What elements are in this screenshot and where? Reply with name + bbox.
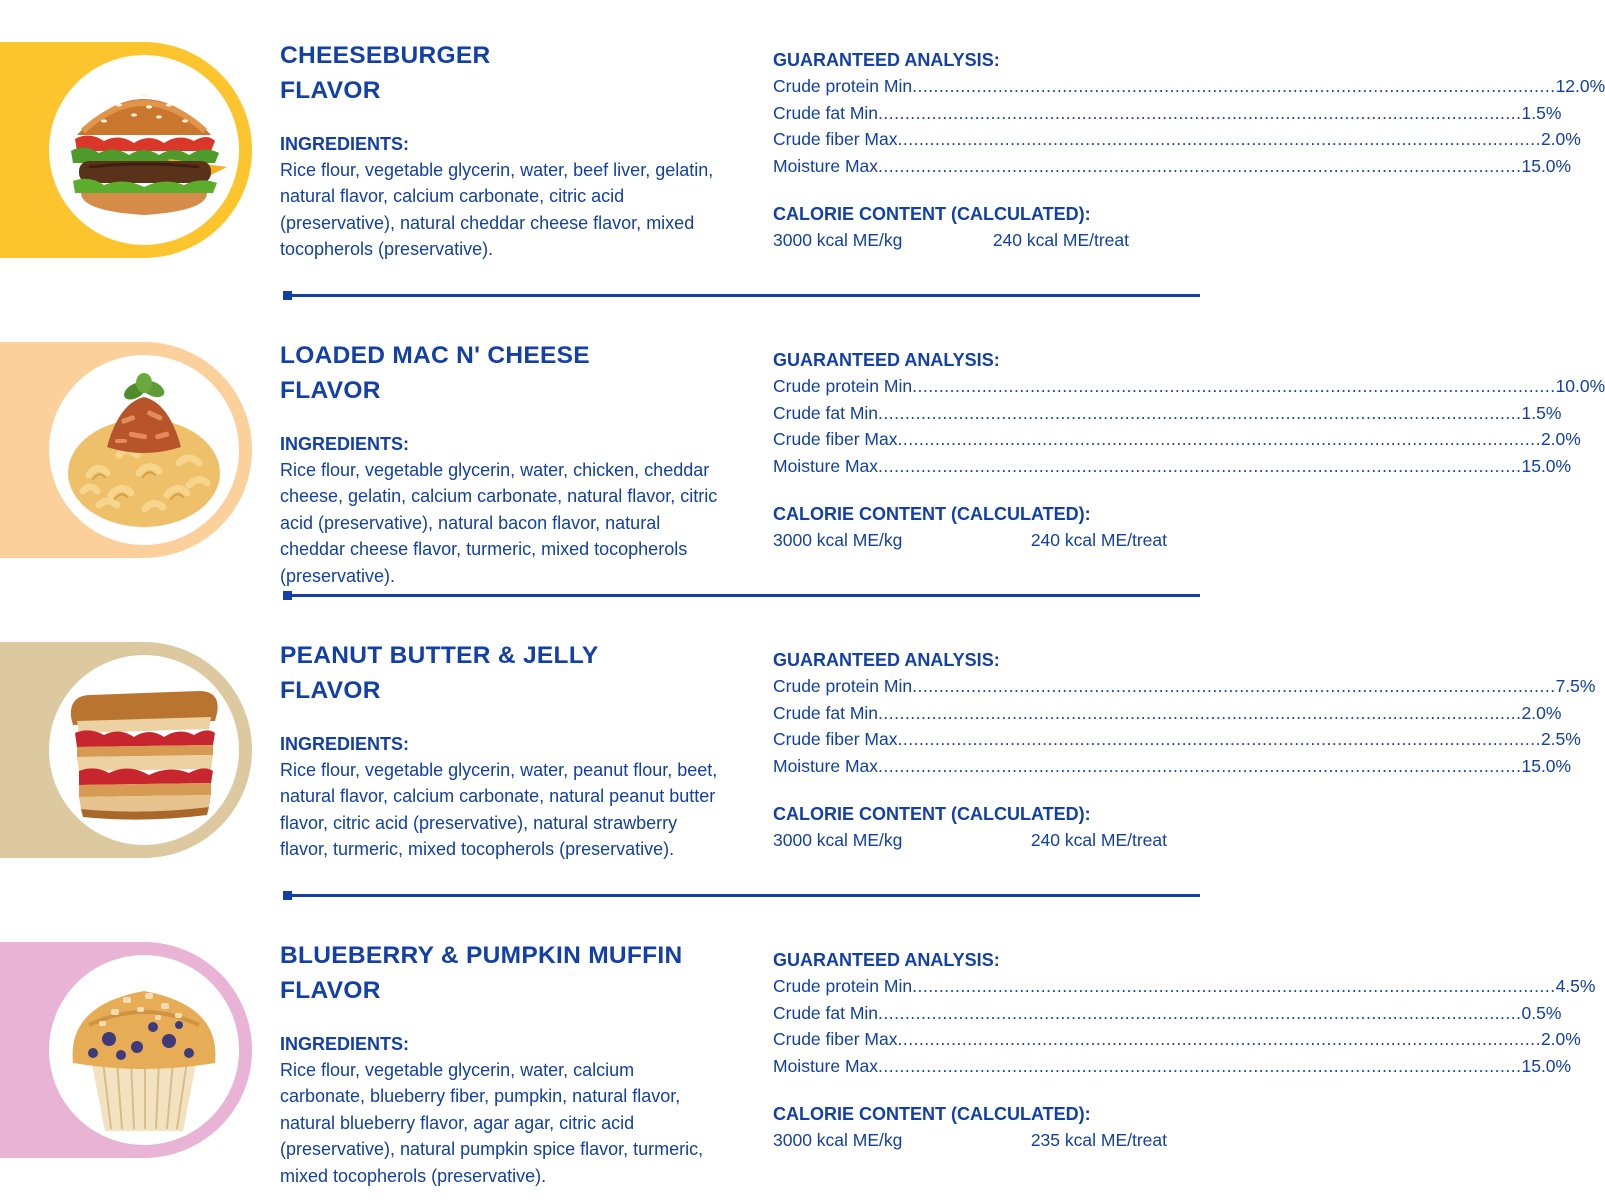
analysis-value: 12.0% (1555, 76, 1605, 96)
analysis-row (773, 1026, 1581, 1053)
flavor-title-line2: FLAVOR (280, 677, 381, 704)
flavor-badge (0, 942, 252, 1158)
guaranteed-analysis (773, 47, 1605, 253)
calorie-content-row (773, 527, 1167, 553)
calorie-content-row (773, 827, 1167, 853)
flavor-title (280, 638, 598, 708)
ingredients-text: Rice flour, vegetable glycerin, water, beef liver, gelatin, natural flavor, calcium carbonate, citric acid (preservative), natural cheddar cheese flavor, mixed tocopherols (preservative). (280, 160, 714, 260)
dot-leader: ........................................................................................................................ (878, 1055, 1522, 1076)
calorie-per-treat: 240 kcal ME/treat (1030, 530, 1167, 550)
analysis-row (773, 126, 1581, 153)
flavor-section-mac-and-cheese (0, 300, 1605, 600)
ingredients-heading: INGREDIENTS: (280, 134, 410, 154)
dot-leader: ........................................................................................................................ (897, 129, 1541, 149)
analysis-label: Moisture Max (773, 1055, 879, 1076)
analysis-label: Crude fat Min (773, 402, 879, 423)
analysis-value: 0.5% (1521, 1002, 1562, 1023)
analysis-row (773, 400, 1562, 427)
flavor-title (280, 938, 683, 1008)
section-divider (283, 894, 1200, 897)
analysis-row (773, 453, 1572, 480)
dot-leader: ........................................................................................................................ (897, 1029, 1541, 1049)
flavor-badge (0, 342, 252, 558)
calorie-per-kg: 3000 kcal ME/kg (773, 230, 903, 250)
calorie-content-heading: CALORIE CONTENT (CALCULATED): (773, 1104, 1091, 1124)
analysis-value: 2.5% (1540, 729, 1581, 749)
flavor-title-line1: CHEESEBURGER (280, 42, 491, 69)
dot-leader: ........................................................................................................................ (897, 729, 1541, 749)
analysis-label: Crude fat Min (773, 102, 879, 123)
flavor-title-line2: FLAVOR (280, 77, 381, 104)
dot-leader: ........................................................................................................................ (878, 1002, 1522, 1023)
calorie-per-treat: 240 kcal ME/treat (1030, 830, 1167, 850)
cheeseburger-image (49, 55, 239, 245)
dot-leader: ........................................................................................................................ (878, 455, 1522, 476)
ingredients-text: Rice flour, vegetable glycerin, water, peanut flour, beet, natural flavor, calcium carbonate, natural peanut butter flavor, citric acid (preservative), natural strawberry flavor, turmeric, mixed tocopherols (preservative). (280, 760, 718, 860)
calorie-per-treat: 235 kcal ME/treat (1030, 1130, 1167, 1150)
analysis-value: 2.0% (1521, 702, 1562, 723)
section-divider (283, 294, 1200, 297)
ingredients-heading: INGREDIENTS: (280, 1034, 410, 1054)
analysis-value: 7.5% (1555, 676, 1596, 696)
calorie-content-heading: CALORIE CONTENT (CALCULATED): (773, 804, 1091, 824)
analysis-label: Crude protein Min (773, 376, 913, 396)
calorie-per-kg: 3000 kcal ME/kg (773, 530, 903, 550)
analysis-row (773, 726, 1581, 753)
dot-leader: ........................................................................................................................ (878, 755, 1522, 776)
flavor-title-line2: FLAVOR (280, 377, 381, 404)
analysis-row (773, 73, 1605, 100)
analysis-value: 1.5% (1521, 402, 1562, 423)
calorie-per-kg: 3000 kcal ME/kg (773, 830, 903, 850)
analysis-row (773, 426, 1581, 453)
guaranteed-analysis (773, 947, 1596, 1153)
flavor-title (280, 338, 590, 408)
mac-and-cheese-image (49, 355, 239, 545)
guaranteed-analysis-heading: GUARANTEED ANALYSIS: (773, 650, 1000, 670)
dot-leader: ........................................................................................................................ (912, 676, 1556, 696)
ingredients-heading: INGREDIENTS: (280, 434, 410, 454)
guaranteed-analysis-heading: GUARANTEED ANALYSIS: (773, 950, 1000, 970)
analysis-value: 2.0% (1540, 1029, 1581, 1049)
analysis-value: 10.0% (1555, 376, 1605, 396)
analysis-row (773, 753, 1572, 780)
flavor-badge (0, 642, 252, 858)
analysis-value: 15.0% (1521, 455, 1572, 476)
guaranteed-analysis-heading: GUARANTEED ANALYSIS: (773, 50, 1000, 70)
analysis-row (773, 373, 1605, 400)
flavor-badge (0, 42, 252, 258)
flavor-title-line1: BLUEBERRY & PUMPKIN MUFFIN (280, 942, 683, 969)
analysis-label: Crude fiber Max (773, 1029, 898, 1049)
analysis-value: 15.0% (1521, 155, 1572, 176)
calorie-content-row (773, 227, 1167, 253)
calorie-content-row (773, 1127, 1167, 1153)
calorie-per-kg: 3000 kcal ME/kg (773, 1130, 903, 1150)
analysis-row (773, 1000, 1562, 1027)
analysis-label: Crude fiber Max (773, 729, 898, 749)
analysis-value: 15.0% (1521, 755, 1572, 776)
flavor-title (280, 38, 491, 108)
analysis-value: 15.0% (1521, 1055, 1572, 1076)
flavor-section-peanut-butter-jelly (0, 600, 1596, 900)
blueberry-muffin-image (49, 955, 239, 1145)
dot-leader: ........................................................................................................................ (912, 376, 1556, 396)
flavor-title-line2: FLAVOR (280, 977, 381, 1004)
analysis-label: Crude fiber Max (773, 429, 898, 449)
flavor-section-blueberry-muffin (0, 900, 1596, 1200)
dot-leader: ........................................................................................................................ (878, 102, 1522, 123)
dot-leader: ........................................................................................................................ (878, 155, 1522, 176)
analysis-label: Moisture Max (773, 155, 879, 176)
ingredients-heading: INGREDIENTS: (280, 734, 410, 754)
ingredients-text: Rice flour, vegetable glycerin, water, chicken, cheddar cheese, gelatin, calcium carbonate, natural flavor, citric acid (preservative), natural bacon flavor, natural cheddar cheese flavor, turmeric, mixed tocopherols (preservative). (280, 460, 718, 586)
calorie-content-heading: CALORIE CONTENT (CALCULATED): (773, 504, 1091, 524)
analysis-label: Crude protein Min (773, 676, 913, 696)
calorie-content-heading: CALORIE CONTENT (CALCULATED): (773, 204, 1091, 224)
ingredients-text: Rice flour, vegetable glycerin, water, calcium carbonate, blueberry fiber, pumpkin, natural flavor, natural blueberry flavor, agar agar, citric acid (preservative), natural pumpkin spice flavor, turmeric, mixed tocopherols (preservative). (280, 1060, 704, 1186)
analysis-value: 2.0% (1540, 429, 1581, 449)
analysis-value: 4.5% (1555, 976, 1596, 996)
analysis-row (773, 153, 1572, 180)
dot-leader: ........................................................................................................................ (912, 76, 1556, 96)
dot-leader: ........................................................................................................................ (897, 429, 1541, 449)
section-divider (283, 594, 1200, 597)
analysis-row (773, 100, 1562, 127)
peanut-butter-jelly-image (49, 655, 239, 845)
analysis-value: 2.0% (1540, 129, 1581, 149)
analysis-label: Crude protein Min (773, 976, 913, 996)
guaranteed-analysis (773, 647, 1596, 853)
analysis-label: Crude fat Min (773, 1002, 879, 1023)
analysis-label: Moisture Max (773, 755, 879, 776)
analysis-row (773, 973, 1596, 1000)
calorie-per-treat: 240 kcal ME/treat (992, 230, 1129, 250)
analysis-value: 1.5% (1521, 102, 1562, 123)
dot-leader: ........................................................................................................................ (878, 702, 1522, 723)
analysis-label: Moisture Max (773, 455, 879, 476)
flavor-section-cheeseburger (0, 0, 1605, 300)
dot-leader: ........................................................................................................................ (878, 402, 1522, 423)
flavor-title-line1: PEANUT BUTTER & JELLY (280, 642, 599, 669)
analysis-label: Crude protein Min (773, 76, 913, 96)
flavor-title-line1: LOADED MAC N' CHEESE (280, 342, 590, 369)
analysis-row (773, 673, 1596, 700)
analysis-label: Crude fat Min (773, 702, 879, 723)
guaranteed-analysis-heading: GUARANTEED ANALYSIS: (773, 350, 1000, 370)
dot-leader: ........................................................................................................................ (912, 976, 1556, 996)
analysis-label: Crude fiber Max (773, 129, 898, 149)
analysis-row (773, 1053, 1572, 1080)
analysis-row (773, 700, 1562, 727)
guaranteed-analysis (773, 347, 1605, 553)
